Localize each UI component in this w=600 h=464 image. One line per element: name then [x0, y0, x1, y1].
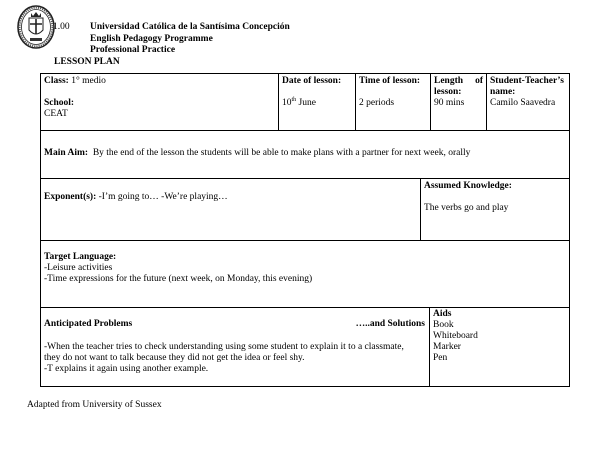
assumed-knowledge-cell — [420, 179, 569, 240]
header-block — [90, 22, 290, 57]
aids-label: Aids — [433, 309, 452, 319]
length-value: 90 mins — [434, 97, 465, 108]
length-cell — [430, 74, 486, 130]
teacher-cell — [486, 74, 569, 130]
exponents — [44, 192, 228, 203]
date-value: 10th June — [282, 96, 316, 108]
aids-cell — [429, 308, 569, 386]
university-seal-icon — [16, 4, 56, 50]
solutions-label: …..and Solutions — [355, 319, 425, 329]
anticipated-problems — [44, 319, 425, 375]
problems-label: Anticipated Problems — [44, 319, 133, 329]
main-aim — [44, 148, 470, 159]
main-aim-row — [40, 130, 570, 179]
aid-item: Pen — [433, 352, 448, 363]
problems-row — [40, 307, 570, 387]
school-value: CEAT — [44, 108, 68, 119]
problems-text-line: -T explains it again using another example. — [44, 363, 209, 374]
target-language-label: Target Language: — [44, 252, 117, 262]
document-title: LESSON PLAN — [54, 57, 120, 67]
class-value: 1° medio — [71, 76, 106, 86]
assumed-knowledge-label: Assumed Knowledge: — [424, 181, 512, 191]
university-name: Universidad Católica de la Santísima Concepción — [90, 22, 290, 32]
aid-item: Book — [433, 319, 454, 330]
teacher-value: Camilo Saavedra — [490, 97, 556, 108]
target-language-item: -Leisure activities — [44, 262, 113, 273]
school-label: School: — [44, 97, 75, 108]
course-name: Professional Practice — [90, 45, 176, 55]
header-number: 1.00 — [53, 22, 70, 32]
class-school-cell — [41, 74, 278, 130]
class-label: Class: — [44, 76, 69, 86]
target-language-row — [40, 240, 570, 308]
assumed-knowledge-text: The verbs go and play — [424, 202, 509, 213]
aid-item: Whiteboard — [433, 330, 478, 341]
problems-text-line: they do not want to talk because they did not get the idea or feel shy. — [44, 352, 305, 363]
teacher-label: Student-Teacher’s — [490, 76, 564, 86]
exponents-label: Exponent(s): — [44, 192, 97, 202]
time-label: Time of lesson: — [359, 76, 421, 86]
aid-item: Marker — [433, 341, 461, 352]
exponents-text: -I’m going to… -We’re playing… — [98, 192, 228, 202]
target-language-item: -Time expressions for the future (next week, on Monday, this evening) — [44, 273, 313, 284]
programme-name: English Pedagogy Programme — [90, 33, 213, 44]
date-cell — [278, 74, 355, 130]
target-language — [44, 252, 312, 285]
time-value: 2 periods — [359, 97, 395, 108]
length-label-cont: lesson: — [434, 86, 462, 97]
date-label: Date of lesson: — [282, 76, 342, 86]
lesson-info-row — [40, 73, 570, 131]
teacher-label-cont: name: — [490, 86, 516, 97]
length-label: Length of — [434, 76, 483, 86]
footer-note: Adapted from University of Sussex — [27, 400, 162, 410]
problems-text-line: -When the teacher tries to check understanding using some student to explain it to a classmate, — [44, 341, 404, 352]
main-aim-label: Main Aim: — [44, 148, 89, 158]
exponents-row — [40, 178, 570, 241]
time-cell — [355, 74, 430, 130]
main-aim-text: By the end of the lesson the students will be able to make plans with a partner for next week, orally — [92, 148, 471, 158]
